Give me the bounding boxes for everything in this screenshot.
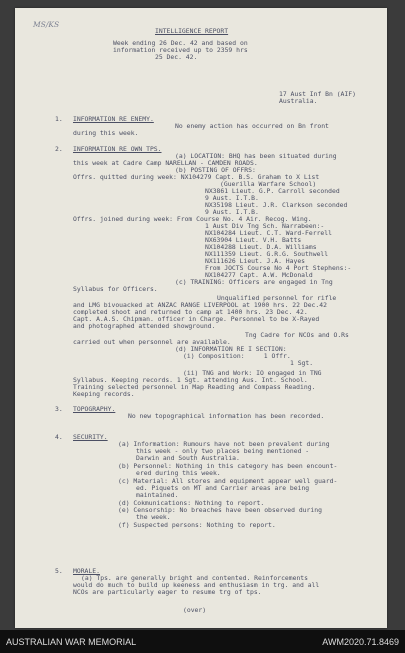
section-4-line: maintained. xyxy=(136,491,179,499)
section-2-line: and photographed attended showground. xyxy=(73,322,216,330)
section-5-line: (a) Tps. are generally bright and contented. Reinforcements xyxy=(81,574,309,582)
footer-accession-number: AWM2020.71.8469 xyxy=(322,637,399,647)
section-4-number: 4. xyxy=(55,433,63,441)
handwritten-reference: MS/KS xyxy=(33,20,60,29)
section-2-line: (i) Composition: 1 Offr. xyxy=(183,352,291,360)
section-4-line: (c) Material: All stores and equipment appear well guard- xyxy=(118,477,338,485)
section-4-line: (d) Cokmunications: Nothing to report. xyxy=(118,499,265,507)
section-2-line: completed shoot and returned to camp at 1400 hrs. 23 Dec. 42. xyxy=(73,308,308,316)
unit-name: 17 Aust Inf Bn (AIF) xyxy=(279,90,356,98)
section-5-heading: MORALE. xyxy=(73,567,100,575)
page-over-note: (over) xyxy=(183,606,207,614)
report-subtitle-line-2: information received up to 2359 hrs xyxy=(113,46,248,54)
section-4-line: Darwin and South Australia. xyxy=(136,454,240,462)
section-2-line: (b) POSTING OF OFFRS: xyxy=(175,166,256,174)
section-5-line: would do much to build up keeness and enthusiasm in trg. and all xyxy=(73,581,320,589)
section-5-number: 5. xyxy=(55,567,63,575)
unit-location: Australia. xyxy=(279,97,318,105)
section-1-heading: INFORMATION RE ENEMY. xyxy=(73,115,154,123)
section-2-line: NX111359 Lieut. G.R.G. Southwell xyxy=(205,250,329,258)
section-2-line: (d) INFORMATION RE I SECTION: xyxy=(175,345,287,353)
section-2-line: Tng Cadre for NCOs and O.Rs xyxy=(245,331,349,339)
document-page xyxy=(15,8,387,628)
section-4-heading: SECURITY. xyxy=(73,433,108,441)
section-2-line: (c) TRAINING: Officers are engaged in Tng xyxy=(175,278,333,286)
section-1-text: No enemy action has occurred on Bn front xyxy=(175,122,329,130)
section-2-line: NX111626 Lieut. J.A. Hayes xyxy=(205,257,306,265)
section-2-line: 9 Aust. I.T.B. xyxy=(205,208,259,216)
section-4-line: (b) Personnel: Nothing in this category has been encount- xyxy=(118,462,338,470)
section-2-line: (Guerilla Warfare School) xyxy=(220,180,317,188)
section-3-text: No new topographical information has been recorded. xyxy=(128,412,325,420)
section-2-line: Training selected personnel in Map Reading and Compass Reading. xyxy=(73,383,316,391)
section-2-heading: INFORMATION RE OWN TPS. xyxy=(73,145,162,153)
footer-institution: AUSTRALIAN WAR MEMORIAL xyxy=(6,637,137,647)
section-2-line: NX104277 Capt. A.W. McDonald xyxy=(205,271,313,279)
report-subtitle-line-3: 25 Dec. 42. xyxy=(155,53,198,61)
archive-footer xyxy=(0,630,405,653)
section-2-line: 1 Sgt. xyxy=(290,359,314,367)
section-2-line: Offrs. joined during week: From Course No. 4 Air. Recog. Wing. xyxy=(73,215,312,223)
section-3-heading: TOPOGRAPHY. xyxy=(73,405,116,413)
section-2-line: Offrs. quitted during week: NX104279 Capt. B.S. Graham to X List xyxy=(73,173,320,181)
section-4-line: this week - only two places being mentioned - xyxy=(136,447,310,455)
section-2-line: (ii) TNG and Work: IO engaged in TNG xyxy=(183,369,322,377)
report-title: INTELLIGENCE REPORT xyxy=(155,27,229,35)
section-4-line: (f) Suspected persons: Nothing to report. xyxy=(118,521,276,529)
section-2-line: NX104288 Lieut. D.A. Williams xyxy=(205,243,317,251)
section-4-line: (a) Information: Rumours have not been prevalent during xyxy=(118,440,330,448)
section-2-line: 9 Aust. I.T.B. xyxy=(205,194,259,202)
section-1-number: 1. xyxy=(55,115,63,123)
section-2-line: carried out when personnel are available. xyxy=(73,338,231,346)
section-3-number: 3. xyxy=(55,405,63,413)
report-subtitle-line-1: Week ending 26 Dec. 42 and based on xyxy=(113,39,248,47)
section-2-line: NX35198 Lieut. J.R. Clarkson seconded xyxy=(205,201,348,209)
section-2-line: Syllabus. Keeping records. 1 Sgt. attending Aus. Int. School. xyxy=(73,376,308,384)
section-4-line: the week. xyxy=(136,513,171,521)
section-2-line: Keeping records. xyxy=(73,390,135,398)
section-2-line: NX104284 Lieut. C.T. Ward-Ferrell xyxy=(205,229,332,237)
section-5-line: NCOs are particularly eager to resume trg of tps. xyxy=(73,588,262,596)
section-4-line: ed. Piquets on MT and Carrier areas are being xyxy=(136,484,310,492)
section-2-line: Capt. A.A.S. Chipman. officer in Charge. Personnel to be X-Rayed xyxy=(73,315,320,323)
section-2-line: Syllabus for Officers. xyxy=(73,285,158,293)
section-2-line: NX3861 Lieut. G.P. Carroll seconded xyxy=(205,187,340,195)
section-1-text: during this week. xyxy=(73,129,139,137)
section-4-line: ered during this week. xyxy=(136,469,221,477)
section-2-line: this week at Cadre Camp NARELLAN - CAMDEN ROADS. xyxy=(73,159,258,167)
section-2-line: NX63904 Lieut. V.H. Batts xyxy=(205,236,302,244)
section-2-line: (a) LOCATION: BHQ has been situated during xyxy=(175,152,337,160)
section-2-line: Unqualified personnel for rifle xyxy=(217,294,337,302)
section-2-number: 2. xyxy=(55,145,63,153)
section-2-line: From JOCTS Course No 4 Port Stephens:- xyxy=(205,264,352,272)
section-2-line: 1 Aust Div Tng Sch. Narrabeen:- xyxy=(205,222,325,230)
section-2-line: and LMG bivouacked at ANZAC RANGE LIVERPOOL at 1900 hrs. 22 Dec.42 xyxy=(73,301,327,309)
section-4-line: (e) Censorship: No breaches have been observed during xyxy=(118,506,322,514)
